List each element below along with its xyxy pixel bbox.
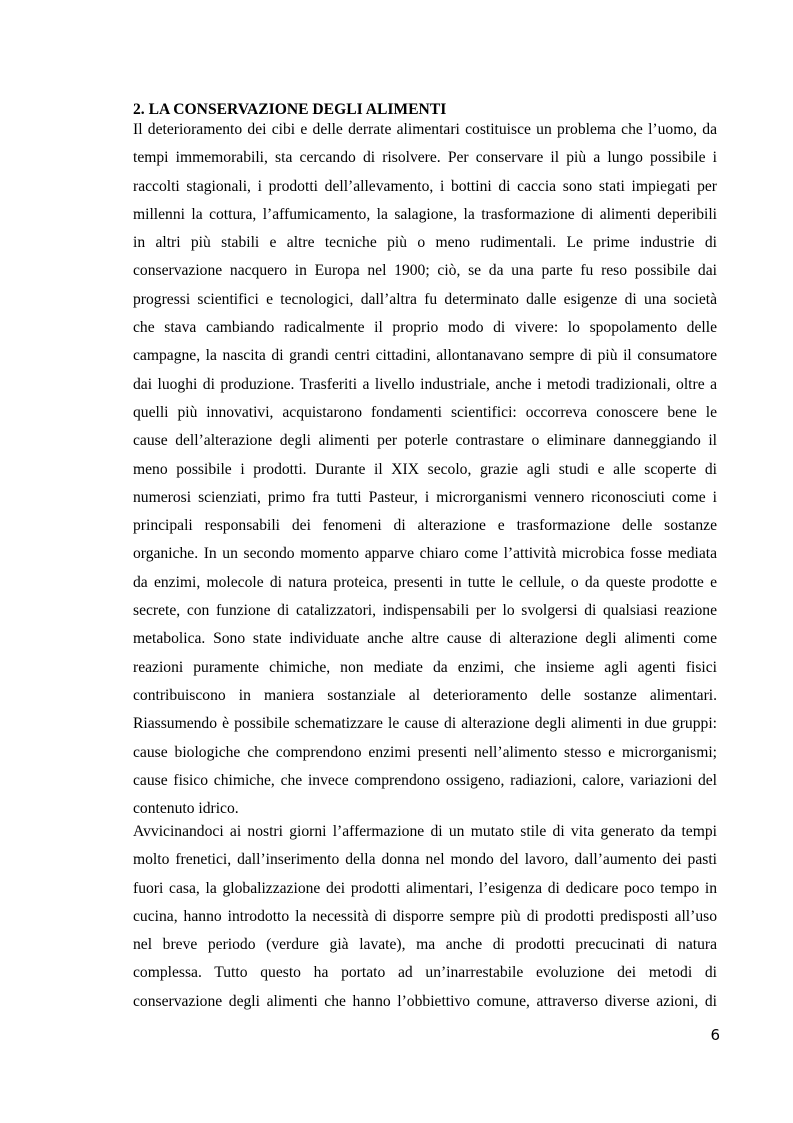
- paragraph-1-line: organiche. In un secondo momento apparve chiaro come l’attività microbica fosse mediata: [133, 545, 717, 563]
- paragraph-1-line: contribuiscono in maniera sostanziale al deterioramento delle sostanze alimentari.: [133, 686, 717, 704]
- paragraph-1-line: conservazione nacquero in Europa nel 1900; ciò, se da una parte fu reso possibile dai: [133, 262, 717, 280]
- paragraph-1-line: cause fisico chimiche, che invece comprendono ossigeno, radiazioni, calore, variazioni del: [133, 771, 717, 789]
- paragraph-2-line: complessa. Tutto questo ha portato ad un’inarrestabile evoluzione dei metodi di: [133, 964, 717, 982]
- paragraph-1-line: Riassumendo è possibile schematizzare le cause di alterazione degli alimenti in due gruppi:: [133, 715, 717, 733]
- paragraph-1-line: campagne, la nascita di grandi centri cittadini, allontanavano sempre di più il consumatore: [133, 347, 717, 365]
- paragraph-1-line: cause dell’alterazione degli alimenti per poterle contrastare o eliminare danneggiando il: [133, 432, 717, 450]
- paragraph-1-line: tempi immemorabili, sta cercando di risolvere. Per conservare il più a lungo possibile i: [133, 149, 717, 167]
- paragraph-1-line: numerosi scienziati, primo fra tutti Pasteur, i microrganismi vennero riconosciuti come i: [133, 488, 717, 506]
- paragraph-2-line: Avvicinandoci ai nostri giorni l’affermazione di un mutato stile di vita generato da tempi: [133, 823, 717, 840]
- paragraph-1-line: meno possibile i prodotti. Durante il XIX secolo, grazie agli studi e alle scoperte di: [133, 460, 717, 478]
- paragraph-1-line: Il deterioramento dei cibi e delle derrate alimentari costituisce un problema che l’uomo, da: [133, 121, 717, 138]
- section-heading: 2. LA CONSERVAZIONE DEGLI ALIMENTI: [133, 101, 447, 118]
- paragraph-1: [133, 116, 717, 823]
- paragraph-1-line: cause biologiche che comprendono enzimi presenti nell’alimento stesso e microrganismi;: [133, 743, 717, 761]
- paragraph-1-line: contenuto idrico.: [133, 800, 239, 818]
- paragraph-1-line: millenni la cottura, l’affumicamento, la salagione, la trasformazione di alimenti deperibili: [133, 205, 717, 223]
- paragraph-1-line: quelli più innovativi, acquistarono fondamenti scientifici: occorreva conoscere bene le: [133, 403, 717, 421]
- paragraph-1-line: in altri più stabili e altre tecniche più o meno rudimentali. Le prime industrie di: [133, 234, 717, 252]
- paragraph-2-line: cucina, hanno introdotto la necessità di disporre sempre più di prodotti predisposti all’uso: [133, 907, 717, 925]
- paragraph-1-line: raccolti stagionali, i prodotti dell’allevamento, i bottini di caccia sono stati impiegati per: [133, 177, 717, 195]
- page-number: 6: [710, 1026, 720, 1044]
- paragraph-1-line: secrete, con funzione di catalizzatori, indispensabili per lo svolgersi di qualsiasi reazione: [133, 602, 717, 620]
- paragraph-2-line: molto frenetici, dall’inserimento della donna nel mondo del lavoro, dall’aumento dei pasti: [133, 851, 717, 869]
- paragraph-2: [133, 818, 717, 1016]
- paragraph-1-line: principali responsabili dei fenomeni di alterazione e trasformazione delle sostanze: [133, 517, 717, 535]
- paragraph-1-line: progressi scientifici e tecnologici, dall’altra fu determinato dalle esigenze di una società: [133, 290, 717, 308]
- paragraph-1-line: reazioni puramente chimiche, non mediate da enzimi, che insieme agli agenti fisici: [133, 658, 717, 676]
- paragraph-1-line: che stava cambiando radicalmente il proprio modo di vivere: lo spopolamento delle: [133, 319, 717, 337]
- paragraph-2-line: conservazione degli alimenti che hanno l’obbiettivo comune, attraverso diverse azioni, di: [133, 992, 717, 1010]
- paragraph-2-line: nel breve periodo (verdure già lavate), ma anche di prodotti precucinati di natura: [133, 936, 717, 954]
- paragraph-1-line: da enzimi, molecole di natura proteica, presenti in tutte le cellule, o da queste prodotte e: [133, 573, 717, 591]
- paragraph-1-line: dai luoghi di produzione. Trasferiti a livello industriale, anche i metodi tradizionali, oltre a: [133, 375, 717, 393]
- paragraph-1-line: metabolica. Sono state individuate anche altre cause di alterazione degli alimenti come: [133, 630, 717, 648]
- paragraph-2-line: fuori casa, la globalizzazione dei prodotti alimentari, l’esigenza di dedicare poco tempo in: [133, 879, 717, 897]
